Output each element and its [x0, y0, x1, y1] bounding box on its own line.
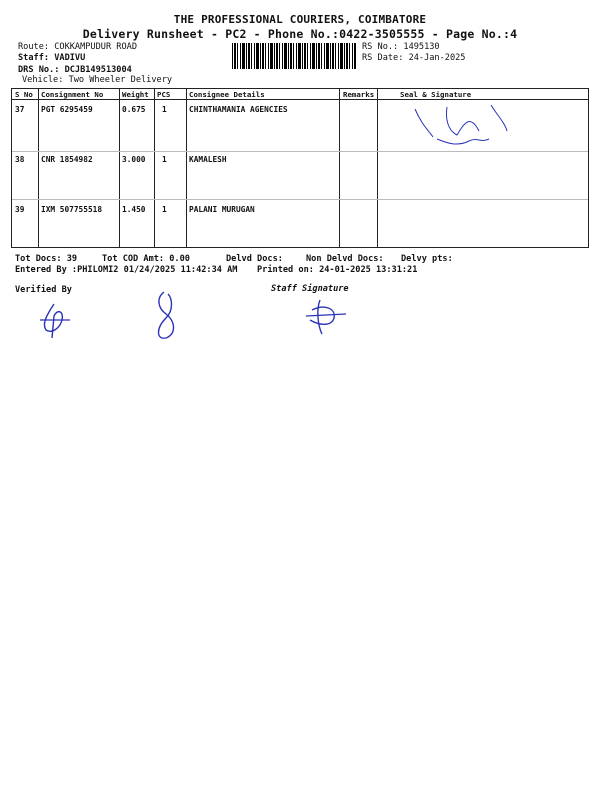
col-header-sno: S No	[15, 90, 33, 99]
second-signature	[150, 288, 186, 342]
col-header-consignment: Consignment No	[41, 90, 104, 99]
table-header-row	[12, 89, 588, 100]
row-39-consignee: PALANI MURUGAN	[189, 205, 255, 214]
tot-docs: Tot Docs: 39	[15, 254, 78, 264]
entered-by: Entered By :PHILOMI2 01/24/2025 11:42:34 AM	[15, 265, 238, 275]
delvy-pts: Delvy pts:	[401, 254, 453, 264]
col-divider	[186, 89, 187, 247]
col-header-consignee: Consignee Details	[189, 90, 265, 99]
row-38-signature	[392, 167, 592, 199]
verified-by-label: Verified By	[15, 285, 72, 295]
row-38-pcs: 1	[162, 155, 167, 164]
row-37-pcs: 1	[162, 105, 167, 114]
row-39-pcs: 1	[162, 205, 167, 214]
row-37-signature	[387, 101, 587, 151]
row-37-weight: 0.675	[122, 105, 146, 114]
company-title: THE PROFESSIONAL COURIERS, COIMBATORE	[173, 13, 427, 26]
vehicle-label: Vehicle: Two Wheeler Delivery	[22, 75, 173, 85]
runsheet-subtitle: Delivery Runsheet - PC2 - Phone No.:0422-3505555 - Page No.:4	[82, 27, 518, 41]
row-39-consignment: IXM 507755518	[41, 205, 103, 214]
delvd-docs: Delvd Docs:	[226, 254, 283, 264]
row-39-sno: 39	[15, 205, 25, 214]
row-39-handwriting-phone: 8838165682	[430, 224, 539, 244]
col-header-remarks: Remarks	[343, 90, 375, 99]
row-38-weight: 3.000	[122, 155, 146, 164]
staff-label: Staff: VADIVU	[18, 53, 86, 63]
col-header-pcs: PCS	[157, 90, 171, 99]
col-divider	[154, 89, 155, 247]
col-divider	[119, 89, 120, 247]
verifier-signature	[36, 298, 76, 340]
route-label: Route: COKKAMPUDUR ROAD	[18, 42, 137, 52]
rs-number: RS No.: 1495130	[362, 42, 440, 52]
row-divider	[12, 199, 588, 200]
tot-cod-amt: Tot COD Amt: 0.00	[102, 254, 190, 264]
row-38-sno: 38	[15, 155, 25, 164]
row-39-handwriting-name: Ruloi	[418, 204, 450, 218]
row-37-handwriting: Chinthamani Agencies	[405, 123, 508, 133]
row-37-consignment: PGT 6295459	[41, 105, 93, 114]
col-header-seal-signature: Seal & Signature	[400, 90, 472, 99]
col-header-weight: Weight	[122, 90, 149, 99]
col-divider	[38, 89, 39, 247]
row-39-signature	[412, 201, 582, 247]
col-divider	[377, 89, 378, 247]
col-divider	[339, 89, 340, 247]
staff-signature-label: Staff Signature	[271, 284, 349, 294]
runsheet-table	[11, 88, 589, 248]
drs-number: DRS No.: DCJB149513004	[18, 65, 132, 75]
rs-date: RS Date: 24-Jan-2025	[362, 53, 466, 63]
printed-on: Printed on: 24-01-2025 13:31:21	[257, 265, 418, 275]
row-divider	[12, 151, 588, 152]
row-37-consignee: CHINTHAMANIA AGENCIES	[189, 105, 288, 114]
row-38-handwriting: S.Chiwa 7373550169	[394, 174, 579, 194]
staff-signature	[302, 296, 352, 336]
row-39-weight: 1.450	[122, 205, 146, 214]
row-38-consignee: KAMALESH	[189, 155, 227, 164]
non-delvd-docs: Non Delvd Docs:	[306, 254, 384, 264]
row-38-consignment: CNR 1854982	[41, 155, 93, 164]
row-37-sno: 37	[15, 105, 25, 114]
barcode	[232, 43, 356, 69]
